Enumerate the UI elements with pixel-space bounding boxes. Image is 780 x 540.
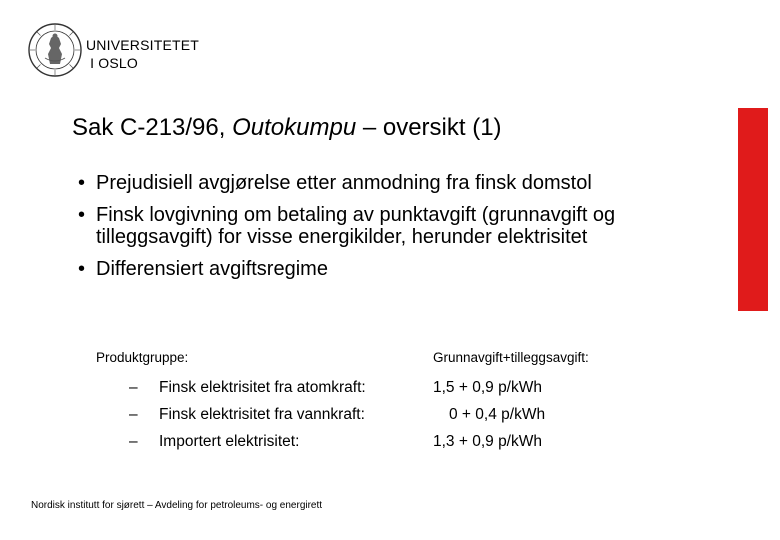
accent-bar bbox=[738, 108, 768, 311]
university-name-line2: I OSLO bbox=[90, 55, 138, 71]
bullet-item: • Prejudisiell avgjørelse etter anmodning fra finsk domstol bbox=[72, 172, 682, 194]
slide-title-suffix: – oversikt (1) bbox=[356, 114, 502, 141]
product-label: Importert elektrisitet: bbox=[159, 433, 300, 450]
slide-title-prefix: Sak C-213/96, bbox=[72, 114, 233, 141]
product-group-header: Produktgruppe: bbox=[96, 350, 189, 365]
bullet-item: • Finsk lovgivning om betaling av punktavgift (grunnavgift og tilleggsavgift) for visse energikilder, herunder elektrisitet bbox=[72, 204, 682, 248]
university-seal-logo bbox=[27, 22, 83, 78]
product-row bbox=[129, 428, 366, 455]
fee-value: 1,5 + 0,9 p/kWh bbox=[433, 379, 542, 396]
product-list bbox=[129, 374, 366, 455]
bullet-item: • Differensiert avgiftsregime bbox=[72, 258, 682, 280]
fee-list bbox=[433, 374, 545, 455]
fee-value: 1,3 + 0,9 p/kWh bbox=[433, 433, 542, 450]
dash-marker: – bbox=[129, 433, 138, 450]
slide-title bbox=[72, 112, 502, 144]
footer-institute: Nordisk institutt for sjørett – Avdeling for petroleums- og energirett bbox=[31, 500, 323, 511]
product-row bbox=[129, 374, 366, 401]
university-name-line1: UNIVERSITETET bbox=[86, 37, 200, 53]
fee-header: Grunnavgift+tilleggsavgift: bbox=[433, 350, 589, 365]
bullet-list bbox=[72, 172, 682, 290]
product-row bbox=[129, 401, 366, 428]
university-name bbox=[86, 36, 199, 72]
dash-marker: – bbox=[129, 406, 138, 423]
product-label: Finsk elektrisitet fra atomkraft: bbox=[159, 379, 366, 396]
dash-marker: – bbox=[129, 379, 138, 396]
product-label: Finsk elektrisitet fra vannkraft: bbox=[159, 406, 365, 423]
slide-title-case-name: Outokumpu bbox=[232, 114, 357, 141]
fee-value: 0 + 0,4 p/kWh bbox=[449, 406, 546, 423]
